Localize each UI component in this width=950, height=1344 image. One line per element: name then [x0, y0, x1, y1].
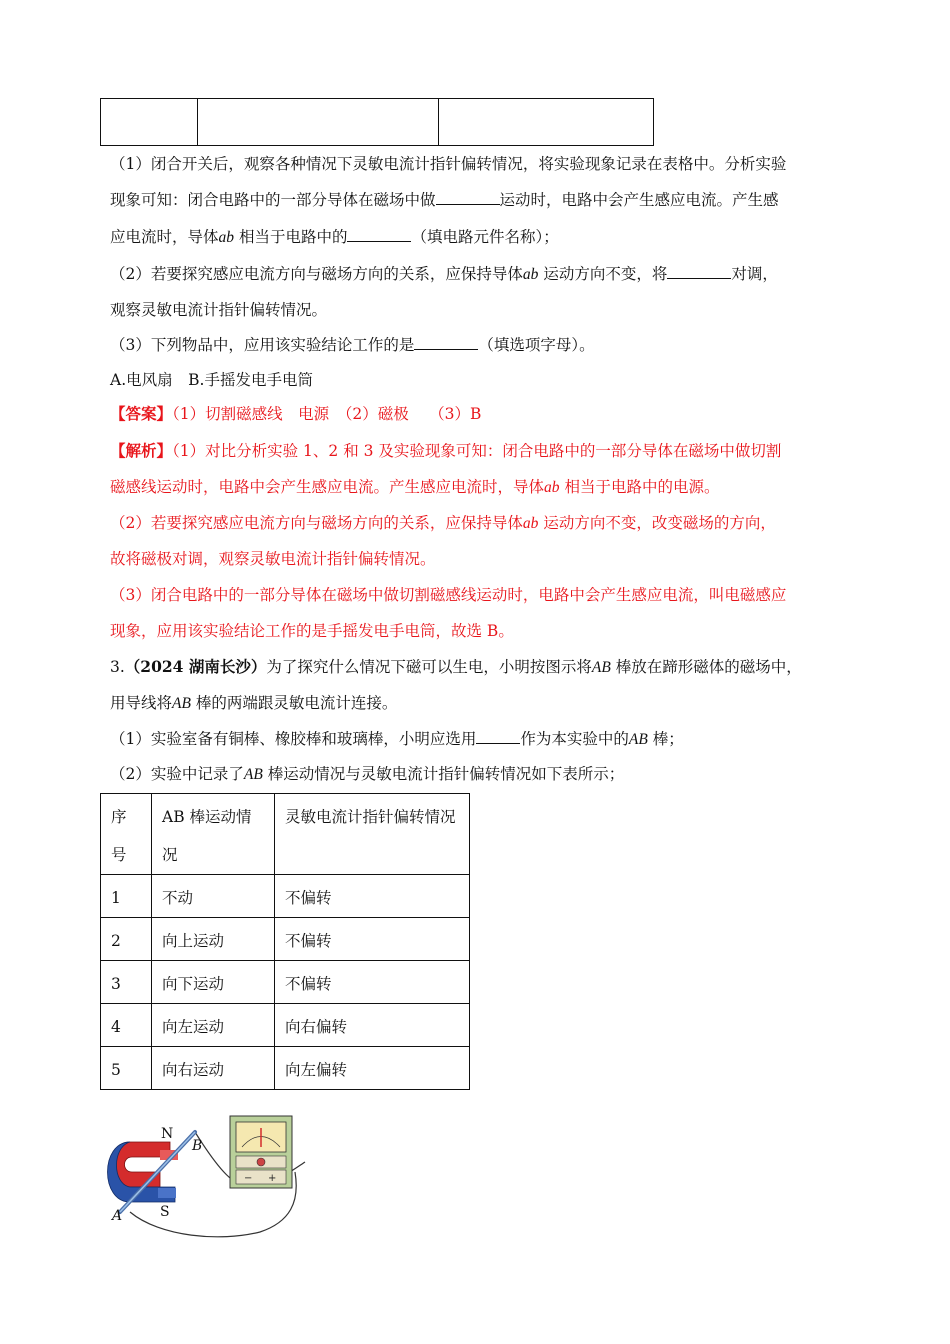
q3-line1: 3.（2024 湖南长沙）为了探究什么情况下磁可以生电，小明按图示将AB 棒放在蹄形磁体的磁场中，: [110, 657, 802, 676]
table-cell: 向上运动: [152, 918, 275, 961]
table-cell: 向左偏转: [275, 1047, 470, 1090]
table-cell: 向下运动: [152, 961, 275, 1004]
table-cell: 1: [101, 875, 152, 918]
header-cell: 灵敏电流计指针偏转情况: [275, 794, 470, 875]
analysis-line2: 磁感线运动时，电路中会产生感应电流。产生感应电流时，导体ab 相当于电路中的电源。: [110, 478, 720, 496]
table-cell: 不偏转: [275, 918, 470, 961]
q3-source: （2024 湖南长沙）: [124, 657, 267, 676]
table-cell: 向右运动: [152, 1047, 275, 1090]
horseshoe-magnet: [108, 1142, 179, 1202]
table-cell: 2: [101, 918, 152, 961]
q3-line2: 用导线将AB 棒的两端跟灵敏电流计连接。: [110, 694, 398, 712]
q2-p2-line1: （2）若要探究感应电流方向与磁场方向的关系，应保持导体ab 运动方向不变，将 对调，: [110, 265, 778, 283]
label-s: S: [160, 1204, 170, 1220]
table-row: [101, 1004, 470, 1047]
q2-p2-line2: 观察灵敏电流计指针偏转情况。: [110, 301, 328, 319]
q2-options: A.电风扇 B.手摇发电手电筒: [110, 371, 313, 389]
table-cell: 不动: [152, 875, 275, 918]
analysis-line6: 现象，应用该实验结论工作的是手摇发电手电筒，故选 B。: [110, 622, 514, 640]
q2-p1-line3: 应电流时，导体ab 相当于电路中的 （填电路元件名称）；: [110, 228, 559, 246]
answer-line: 【答案】（1）切割磁感线 电源 （2）磁极 （3）B: [110, 404, 482, 423]
table-cell: 向左运动: [152, 1004, 275, 1047]
header-cell: AB 棒运动情况: [152, 794, 275, 875]
analysis-label: 【解析】: [110, 441, 173, 460]
table-cell: 5: [101, 1047, 152, 1090]
analysis-line3: （2）若要探究感应电流方向与磁场方向的关系，应保持导体ab 运动方向不变，改变磁场的方向，: [110, 514, 776, 532]
q3-p2: （2）实验中记录了AB 棒运动情况与灵敏电流计指针偏转情况如下表所示；: [110, 765, 625, 783]
label-a: A: [112, 1208, 123, 1224]
label-b: B: [192, 1138, 203, 1154]
answer-blank[interactable]: [667, 264, 731, 279]
galvanometer: [230, 1116, 292, 1188]
analysis-line1: 【解析】（1）对比分析实验 1、2 和 3 及实验现象可知：闭合电路中的一部分导体在磁场中做切割: [110, 441, 782, 460]
table-cell: 向右偏转: [275, 1004, 470, 1047]
table-cell: 不偏转: [275, 875, 470, 918]
experiment-figure: [100, 1112, 320, 1242]
answer-blank[interactable]: [476, 729, 520, 744]
table-cell: 不偏转: [275, 961, 470, 1004]
table-row: [101, 918, 470, 961]
answer-blank[interactable]: [347, 227, 411, 242]
top-table-fragment: [100, 98, 654, 146]
svg-text:−: −: [244, 1173, 253, 1184]
q2-p1-line2: 现象可知：闭合电路中的一部分导体在磁场中做 运动时，电路中会产生感应电流。产生感: [110, 191, 779, 209]
answer-blank[interactable]: [436, 190, 500, 205]
table-header-row: [101, 794, 470, 875]
answer-label: 【答案】: [110, 404, 173, 423]
analysis-line4: 故将磁极对调，观察灵敏电流计指针偏转情况。: [110, 550, 436, 568]
q3-p1: （1）实验室备有铜棒、橡胶棒和玻璃棒，小明应选用 作为本实验中的AB 棒；: [110, 730, 684, 748]
analysis-line5: （3）闭合电路中的一部分导体在磁场中做切割磁感线运动时，电路中会产生感应电流，叫电磁感应: [110, 586, 787, 604]
experiment-table: [100, 793, 470, 1090]
label-n: N: [161, 1126, 174, 1142]
svg-text:+: +: [268, 1173, 277, 1184]
q2-p1-line1: （1）闭合开关后，观察各种情况下灵敏电流计指针偏转情况，将实验现象记录在表格中。分析实验: [110, 155, 787, 173]
table-row: [101, 875, 470, 918]
table-row: [101, 1047, 470, 1090]
q2-p3-line1: （3）下列物品中，应用该实验结论工作的是 （填选项字母）。: [110, 336, 595, 354]
answer-blank[interactable]: [414, 335, 478, 350]
table-cell: 4: [101, 1004, 152, 1047]
header-cell: 序号: [101, 794, 152, 875]
table-row: [101, 961, 470, 1004]
table-cell: 3: [101, 961, 152, 1004]
